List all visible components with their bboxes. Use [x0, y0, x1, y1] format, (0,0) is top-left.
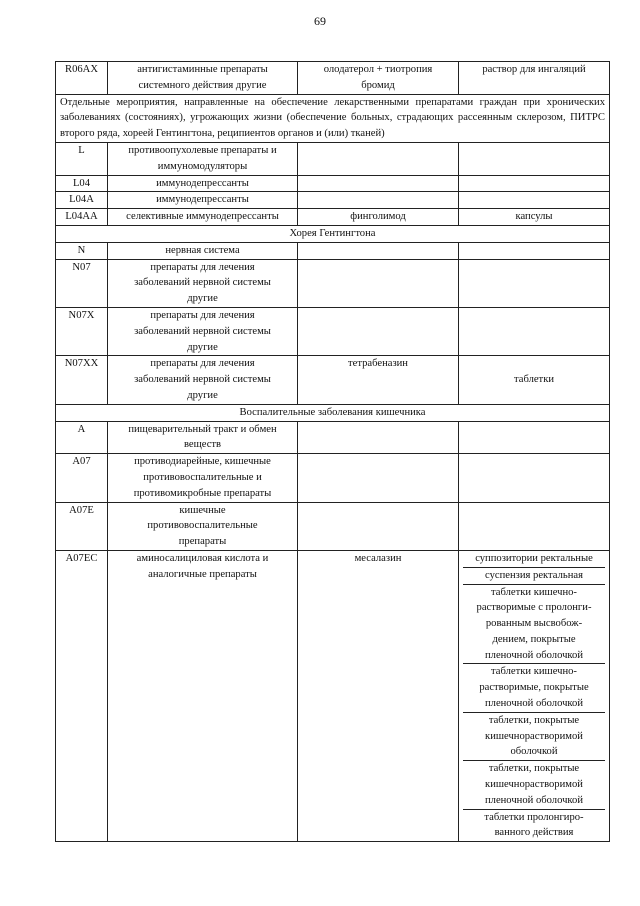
section-row — [56, 404, 610, 421]
table-row — [56, 175, 610, 192]
atc-group — [108, 502, 298, 550]
atc-group — [108, 421, 298, 454]
form-line: рованным высвобож- — [485, 618, 583, 630]
page-number: 69 — [314, 14, 326, 28]
dosage-form — [463, 584, 605, 664]
dosage-forms — [459, 421, 610, 454]
table-row — [56, 550, 610, 841]
dosage-forms — [459, 502, 610, 550]
table-row — [56, 307, 610, 355]
drug-name — [298, 421, 459, 454]
atc-group — [108, 62, 298, 95]
form-line: суспензия ректальная — [485, 569, 583, 581]
dosage-form — [463, 712, 605, 760]
group-line: системного действия другие — [138, 79, 267, 91]
dosage-forms — [459, 550, 610, 841]
group-line: кишечные — [179, 504, 226, 516]
atc-code: N — [56, 242, 108, 259]
atc-code: L04 — [56, 175, 108, 192]
drug-name — [298, 550, 459, 841]
group-line: веществ — [183, 439, 222, 451]
form-line: капсулы — [515, 211, 553, 223]
table-row — [56, 192, 610, 209]
drug-name — [298, 454, 459, 502]
atc-code: N07XX — [56, 356, 108, 404]
form-line: таблетки, покрытые — [488, 714, 580, 726]
atc-code: N07 — [56, 259, 108, 307]
dosage-forms — [459, 356, 610, 404]
atc-group — [108, 550, 298, 841]
drug-line: бромид — [361, 79, 395, 91]
dosage-form — [463, 209, 605, 225]
atc-group — [108, 307, 298, 355]
drug-line: тетрабеназин — [348, 358, 408, 370]
drug-name — [298, 307, 459, 355]
dosage-forms — [459, 62, 610, 95]
section-title: Хорея Гентингтона — [56, 225, 610, 242]
dosage-form — [463, 62, 605, 78]
table-row — [56, 356, 610, 404]
dosage-form — [463, 551, 605, 567]
atc-code: L04A — [56, 192, 108, 209]
group-line: другие — [187, 341, 218, 353]
form-line: пленочной оболочкой — [484, 794, 584, 806]
table-row — [56, 502, 610, 550]
form-line: таблетки, покрытые — [488, 763, 580, 775]
group-line: селективные иммунодепрессанты — [126, 211, 279, 223]
group-line: иммуномодуляторы — [157, 160, 248, 172]
dosage-form — [463, 809, 605, 842]
atc-code: L04AA — [56, 209, 108, 226]
table-row — [56, 242, 610, 259]
dosage-forms — [459, 454, 610, 502]
dosage-forms — [459, 209, 610, 226]
dosage-forms — [459, 259, 610, 307]
drug-name — [298, 62, 459, 95]
drug-name — [298, 175, 459, 192]
form-line: таблетки кишечно- — [491, 666, 577, 678]
dosage-form — [463, 760, 605, 808]
group-line: антигистаминные препараты — [137, 64, 268, 75]
atc-code: N07X — [56, 307, 108, 355]
drug-name — [298, 356, 459, 404]
dosage-forms — [459, 175, 610, 192]
form-line: кишечнорастворимой — [485, 730, 583, 742]
form-line: суппозитории ректальные — [475, 552, 593, 564]
group-line: иммунодепрессанты — [156, 194, 249, 206]
atc-group — [108, 454, 298, 502]
form-line: пленочной оболочкой — [484, 649, 584, 661]
form-line: таблетки пролонгиро- — [484, 811, 584, 823]
group-line: препараты для лечения — [150, 309, 255, 321]
group-line: аминосалициловая кислота и — [136, 552, 269, 564]
group-line: противоопухолевые препараты и — [128, 144, 277, 156]
dosage-form — [463, 567, 605, 584]
group-line: заболеваний нервной системы — [134, 374, 271, 386]
dosage-form — [463, 663, 605, 711]
table-row — [56, 142, 610, 175]
group-line: пищеварительный тракт и обмен — [128, 423, 277, 435]
group-line: нервная система — [165, 244, 240, 256]
atc-code: R06AX — [56, 62, 108, 95]
table-row — [56, 62, 610, 95]
form-line: кишечнорастворимой — [485, 779, 583, 791]
form-line: пленочной оболочкой — [484, 698, 584, 710]
drug-name — [298, 259, 459, 307]
group-line: препараты — [178, 536, 227, 548]
section-row — [56, 225, 610, 242]
drug-name — [298, 242, 459, 259]
dosage-form — [463, 356, 605, 388]
form-line: раствор для ингаляций — [482, 64, 586, 75]
atc-group — [108, 175, 298, 192]
dosage-forms — [459, 242, 610, 259]
section-title: Воспалительные заболевания кишечника — [56, 404, 610, 421]
form-line: оболочкой — [510, 746, 558, 758]
form-line: ванного действия — [494, 827, 574, 839]
drug-line: олодатерол + тиотропия — [323, 64, 433, 75]
group-line: препараты для лечения — [150, 358, 255, 370]
group-line: другие — [187, 389, 218, 401]
atc-code: A — [56, 421, 108, 454]
group-line: противодиарейные, кишечные — [134, 456, 271, 468]
table-row — [56, 259, 610, 307]
atc-group — [108, 356, 298, 404]
atc-group — [108, 142, 298, 175]
drug-line: финголимод — [350, 211, 406, 223]
dosage-forms — [459, 142, 610, 175]
drug-name — [298, 142, 459, 175]
atc-group — [108, 259, 298, 307]
group-line: заболеваний нервной системы — [134, 277, 271, 289]
drug-name — [298, 502, 459, 550]
drug-line: месалазин — [354, 552, 402, 564]
form-line: растворимые, покрытые — [479, 682, 589, 694]
atc-group — [108, 192, 298, 209]
group-line: противовоспалительные — [147, 520, 258, 532]
section-title: Отдельные мероприятия, направленные на обеспечение лекарственными препаратами граждан при хронических заболеваниях (состояниях), угрожающих жизни (обеспечение больных, страдающих рассеянным склерозом, ПИТРС второго ряда, хореей Гентингтона, реципиентов органов и (или) тканей) — [56, 94, 610, 142]
group-line: заболеваний нервной системы — [134, 325, 271, 337]
drug-name — [298, 209, 459, 226]
atc-group — [108, 242, 298, 259]
form-line: растворимые с пролонги- — [476, 602, 592, 614]
group-line: аналогичные препараты — [148, 568, 257, 580]
group-line: препараты для лечения — [150, 261, 255, 273]
dosage-forms — [459, 307, 610, 355]
dosage-forms — [459, 192, 610, 209]
group-line: противовоспалительные и — [143, 471, 262, 483]
form-line: таблетки — [513, 374, 555, 386]
form-line: дением, покрытые — [492, 633, 576, 645]
atc-group — [108, 209, 298, 226]
atc-code: A07E — [56, 502, 108, 550]
table-row — [56, 209, 610, 226]
table-row — [56, 454, 610, 502]
atc-code: L — [56, 142, 108, 175]
table-row — [56, 421, 610, 454]
section-row — [56, 94, 610, 142]
form-line — [467, 356, 601, 372]
group-line: другие — [187, 293, 218, 305]
drug-table — [55, 61, 610, 842]
drug-name — [298, 192, 459, 209]
group-line: иммунодепрессанты — [156, 177, 249, 189]
atc-code: A07 — [56, 454, 108, 502]
form-line: таблетки кишечно- — [491, 586, 577, 598]
group-line: противомикробные препараты — [133, 487, 272, 499]
atc-code: A07EC — [56, 550, 108, 841]
